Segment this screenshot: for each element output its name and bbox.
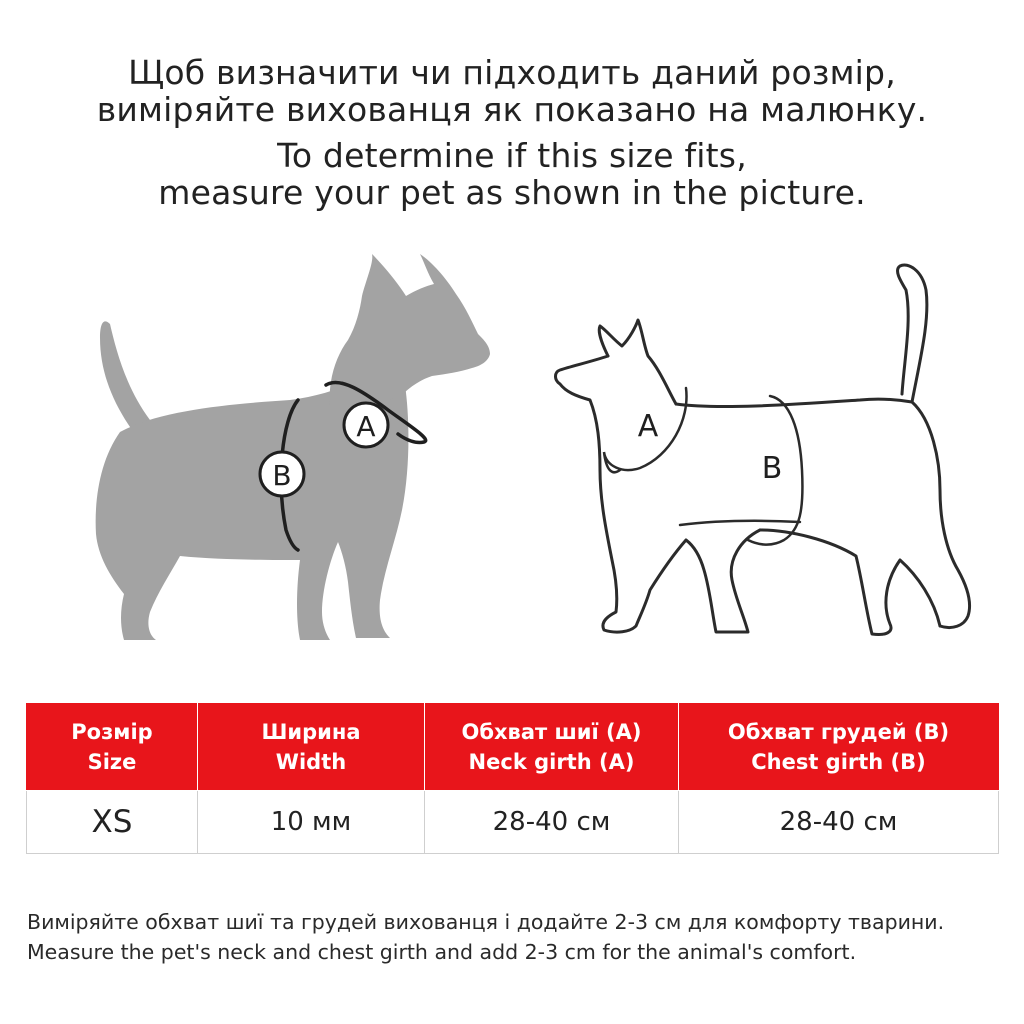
header-chest-girth: Обхват грудей (В) Chest girth (B) <box>679 704 999 791</box>
headline-ukrainian <box>0 54 1024 128</box>
cat-label-b: B <box>761 451 783 486</box>
headline-english <box>0 137 1024 211</box>
cat-outline-icon <box>556 265 970 635</box>
header-neck-girth: Обхват шиї (А) Neck girth (A) <box>425 704 679 791</box>
headline-uk-line-1: Щоб визначити чи підходить даний розмір, <box>128 53 896 92</box>
note-english: Measure the pet's neck and chest girth and add 2-3 cm for the animal's comfort. <box>27 940 857 964</box>
table-row <box>27 791 999 854</box>
dog-silhouette-icon <box>96 254 490 640</box>
headline-en-line-1: To determine if this size fits, <box>277 136 747 175</box>
headline-uk-line-2: виміряйте вихованця як показано на малюнку. <box>96 90 928 129</box>
header-size: Розмір Size <box>27 704 198 791</box>
header-width: Ширина Width <box>198 704 425 791</box>
note-ukrainian: Виміряйте обхват шиї та грудей вихованця і додайте 2-3 см для комфорту тварини. <box>27 910 945 934</box>
dog-label-b: B <box>272 459 292 492</box>
size-table <box>26 703 999 854</box>
cell-size: XS <box>27 791 198 854</box>
cell-neck-girth: 28-40 см <box>425 791 679 854</box>
dog-label-a: A <box>356 410 376 443</box>
cell-chest-girth: 28-40 см <box>679 791 999 854</box>
dog-marker-a <box>344 403 388 447</box>
cat-label-a: A <box>637 409 659 444</box>
table-header-row <box>27 704 999 791</box>
cell-width: 10 мм <box>198 791 425 854</box>
measurement-illustration <box>0 240 1024 660</box>
dog-marker-b <box>260 452 304 496</box>
headline-en-line-2: measure your pet as shown in the picture. <box>158 173 866 212</box>
